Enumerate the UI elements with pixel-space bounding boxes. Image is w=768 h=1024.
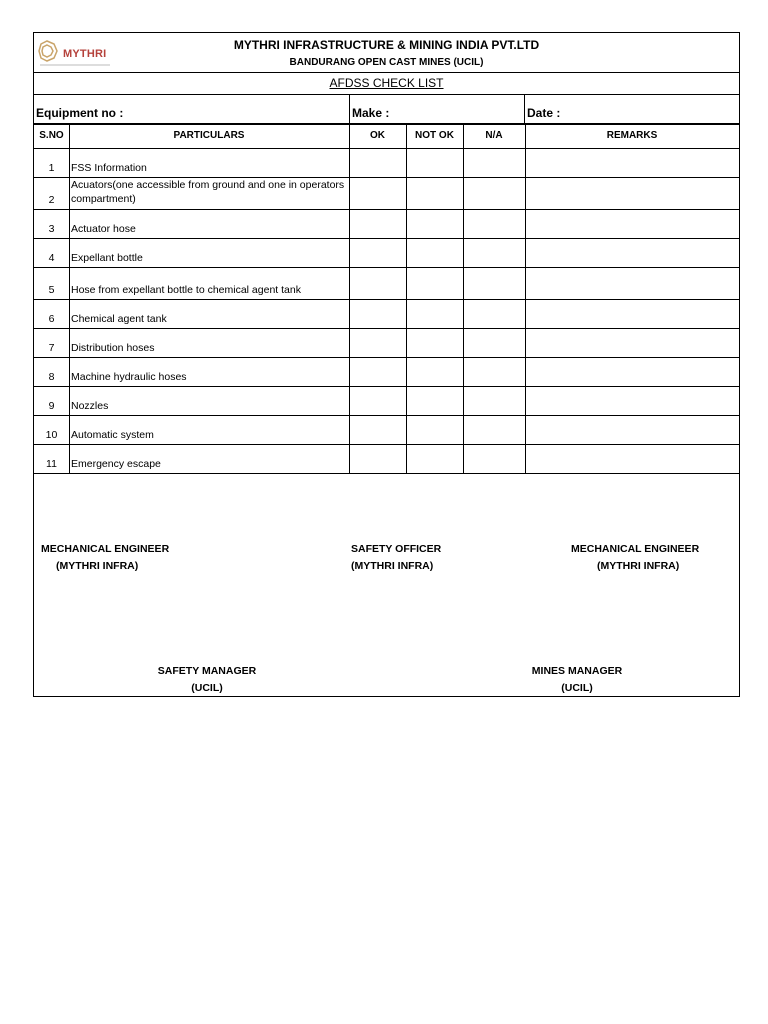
signature-role: MINES MANAGER xyxy=(531,665,623,677)
ok-cell[interactable] xyxy=(350,268,405,298)
row-particular: Actuator hose xyxy=(71,223,136,235)
row-particular: Nozzles xyxy=(71,400,109,412)
signature-safety-manager xyxy=(157,663,257,697)
remarks-cell[interactable] xyxy=(526,329,738,356)
na-cell[interactable] xyxy=(464,268,524,298)
remarks-cell[interactable] xyxy=(526,445,738,472)
column-header-sno: S.NO xyxy=(39,130,64,141)
checklist-title xyxy=(34,72,739,95)
divider xyxy=(524,95,525,123)
row-sno: 3 xyxy=(48,223,55,235)
mine-name: BANDURANG OPEN CAST MINES (UCIL) xyxy=(289,57,484,68)
equipment-no-field[interactable]: Equipment no : xyxy=(36,106,124,120)
row-sno: 8 xyxy=(48,371,55,383)
divider xyxy=(406,124,407,473)
signature-org: (UCIL) xyxy=(561,682,593,694)
column-header-na: N/A xyxy=(485,130,503,141)
checklist-title-text: AFDSS CHECK LIST xyxy=(329,76,444,90)
signature-role: SAFETY MANAGER xyxy=(157,665,257,677)
na-cell[interactable] xyxy=(464,358,524,385)
divider xyxy=(34,473,739,474)
divider xyxy=(463,124,464,473)
signature-mines-manager xyxy=(527,663,627,697)
not-ok-cell[interactable] xyxy=(407,387,462,414)
logo-text: MYTHRI xyxy=(63,48,107,60)
signature-role: MECHANICAL ENGINEER xyxy=(571,543,700,555)
checklist-form xyxy=(33,32,740,697)
not-ok-cell[interactable] xyxy=(407,149,462,176)
signature-org: (MYTHRI INFRA) xyxy=(597,560,680,572)
divider xyxy=(34,124,739,125)
ok-cell[interactable] xyxy=(350,149,405,176)
ok-cell[interactable] xyxy=(350,210,405,237)
na-cell[interactable] xyxy=(464,210,524,237)
ok-cell[interactable] xyxy=(350,416,405,443)
row-sno: 1 xyxy=(48,162,55,174)
divider xyxy=(525,124,526,473)
ok-cell[interactable] xyxy=(350,387,405,414)
not-ok-cell[interactable] xyxy=(407,210,462,237)
signature-mech-engineer-2 xyxy=(571,541,699,575)
ok-cell[interactable] xyxy=(350,300,405,327)
row-particular: Expellant bottle xyxy=(71,252,143,264)
remarks-cell[interactable] xyxy=(526,268,738,298)
date-field[interactable]: Date : xyxy=(527,106,561,120)
not-ok-cell[interactable] xyxy=(407,178,462,208)
column-header-remarks: REMARKS xyxy=(606,130,658,141)
not-ok-cell[interactable] xyxy=(407,329,462,356)
row-particular: Hose from expellant bottle to chemical agent tank xyxy=(71,284,301,296)
ok-cell[interactable] xyxy=(350,358,405,385)
not-ok-cell[interactable] xyxy=(407,416,462,443)
make-field[interactable]: Make : xyxy=(352,106,390,120)
row-particular: FSS Information xyxy=(71,162,147,174)
form-header xyxy=(34,33,739,73)
na-cell[interactable] xyxy=(464,387,524,414)
signature-role: SAFETY OFFICER xyxy=(351,543,442,555)
remarks-cell[interactable] xyxy=(526,416,738,443)
divider xyxy=(69,124,70,473)
remarks-cell[interactable] xyxy=(526,239,738,266)
signature-mech-engineer-1 xyxy=(41,541,169,575)
row-sno: 10 xyxy=(45,429,58,441)
remarks-cell[interactable] xyxy=(526,178,738,208)
remarks-cell[interactable] xyxy=(526,210,738,237)
not-ok-cell[interactable] xyxy=(407,239,462,266)
na-cell[interactable] xyxy=(464,178,524,208)
column-header-particulars: PARTICULARS xyxy=(173,130,245,141)
info-row xyxy=(34,95,739,124)
na-cell[interactable] xyxy=(464,239,524,266)
signature-safety-officer xyxy=(351,541,441,575)
not-ok-cell[interactable] xyxy=(407,445,462,472)
not-ok-cell[interactable] xyxy=(407,300,462,327)
na-cell[interactable] xyxy=(464,329,524,356)
row-sno: 9 xyxy=(48,400,55,412)
ok-cell[interactable] xyxy=(350,178,405,208)
row-particular: Acuators(one accessible from ground and one in operators compartment) xyxy=(71,179,345,205)
row-sno: 7 xyxy=(48,342,55,354)
row-particular: Emergency escape xyxy=(71,458,161,470)
row-sno: 4 xyxy=(48,252,55,264)
row-sno: 2 xyxy=(48,194,55,206)
not-ok-cell[interactable] xyxy=(407,268,462,298)
row-particular: Machine hydraulic hoses xyxy=(71,371,187,383)
row-particular: Distribution hoses xyxy=(71,342,155,354)
ok-cell[interactable] xyxy=(350,445,405,472)
na-cell[interactable] xyxy=(464,416,524,443)
signature-org: (MYTHRI INFRA) xyxy=(56,560,139,572)
row-particular: Chemical agent tank xyxy=(71,313,167,325)
signature-org: (MYTHRI INFRA) xyxy=(351,560,434,572)
remarks-cell[interactable] xyxy=(526,387,738,414)
remarks-cell[interactable] xyxy=(526,300,738,327)
row-sno: 5 xyxy=(48,284,55,296)
row-particular: Automatic system xyxy=(71,429,154,441)
remarks-cell[interactable] xyxy=(526,149,738,176)
ok-cell[interactable] xyxy=(350,239,405,266)
column-header-ok: OK xyxy=(370,130,385,141)
company-name: MYTHRI INFRASTRUCTURE & MINING INDIA PVT.LTD xyxy=(233,38,540,52)
na-cell[interactable] xyxy=(464,300,524,327)
remarks-cell[interactable] xyxy=(526,358,738,385)
divider xyxy=(349,124,350,473)
signature-role: MECHANICAL ENGINEER xyxy=(41,543,170,555)
na-cell[interactable] xyxy=(464,149,524,176)
signature-org: (UCIL) xyxy=(191,682,223,694)
row-sno: 11 xyxy=(46,458,57,470)
divider xyxy=(349,95,350,123)
na-cell[interactable] xyxy=(464,445,524,472)
ok-cell[interactable] xyxy=(350,329,405,356)
column-header-not-ok: NOT OK xyxy=(415,130,454,141)
row-sno: 6 xyxy=(48,313,55,325)
not-ok-cell[interactable] xyxy=(407,358,462,385)
